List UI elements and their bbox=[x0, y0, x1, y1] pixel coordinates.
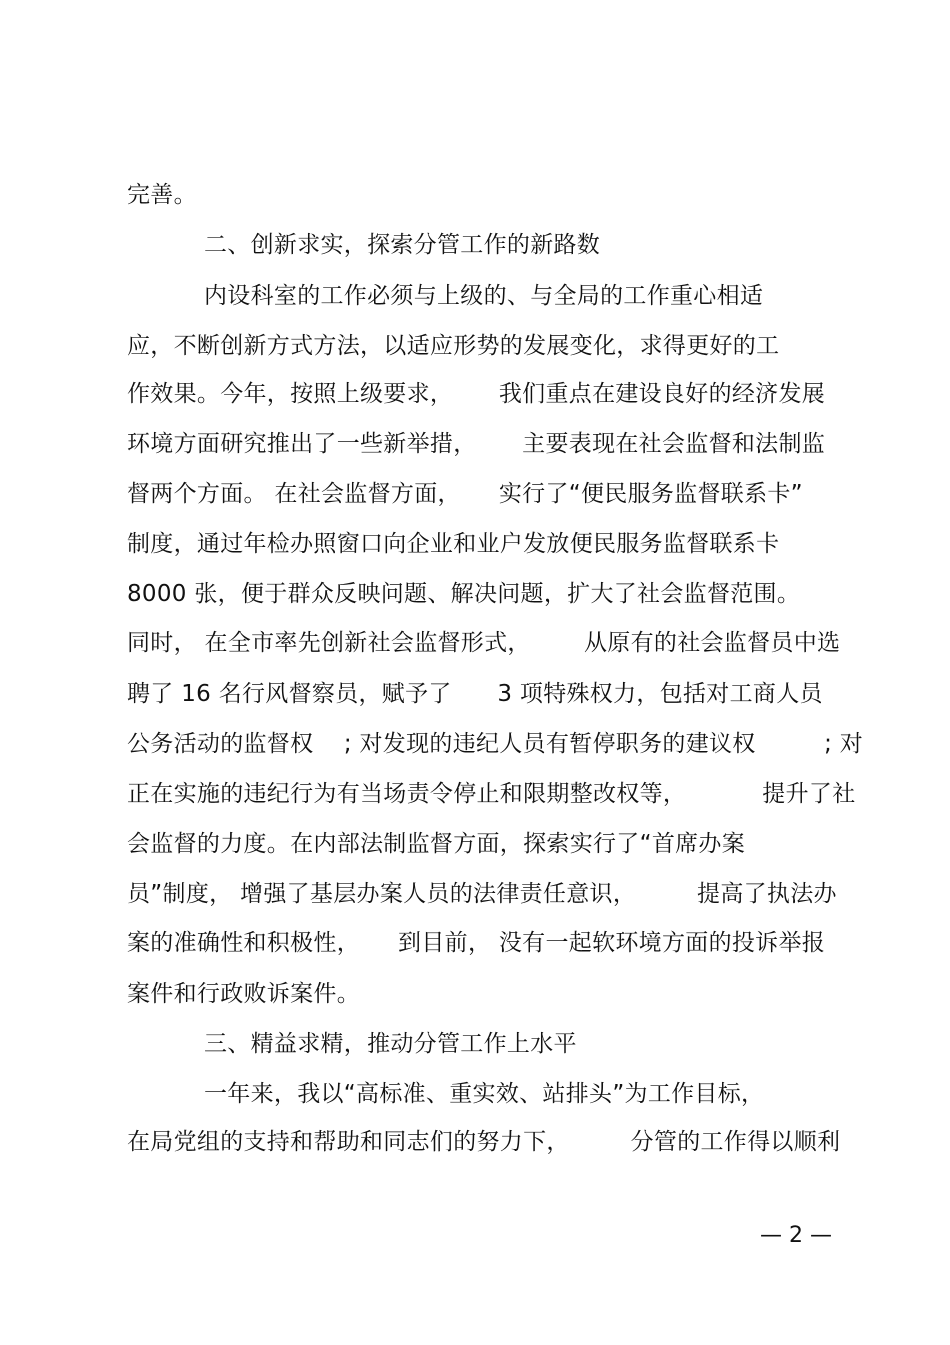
section-heading: 二、创新求实，探索分管工作的新路数 bbox=[204, 232, 601, 258]
text-line: 案件和行政败诉案件。 bbox=[127, 981, 360, 1007]
text-line: 聘了 16 名行风督察员，赋予了 3 项特殊权力，包括对工商人员 bbox=[127, 681, 823, 707]
text-line: 制度，通过年检办照窗口向企业和业户发放便民服务监督联系卡 bbox=[127, 531, 780, 557]
text-line: 正在实施的违纪行为有当场责令停止和限期整改权等， 提升了社 bbox=[127, 781, 856, 807]
section-heading: 三、精益求精，推动分管工作上水平 bbox=[204, 1031, 577, 1057]
text-line: 在局党组的支持和帮助和同志们的努力下， 分管的工作得以顺利 bbox=[127, 1129, 841, 1155]
text-line: 完善。 bbox=[127, 182, 197, 208]
text-line: 环境方面研究推出了一些新举措， 主要表现在社会监督和法制监 bbox=[127, 431, 826, 457]
text-line: 公务活动的监督权 ; 对发现的违纪人员有暂停职务的建议权 ; 对 bbox=[127, 731, 864, 757]
page-number: — 2 — bbox=[760, 1223, 832, 1248]
text-line: 员”制度， 增强了基层办案人员的法律责任意识， 提高了执法办 bbox=[127, 881, 837, 907]
text-line: 会监督的力度。在内部法制监督方面，探索实行了“首席办案 bbox=[127, 831, 746, 857]
text-line: 内设科室的工作必须与上级的、与全局的工作重心相适 bbox=[204, 283, 764, 309]
text-line: 案的准确性和积极性， 到目前， 没有一起软环境方面的投诉举报 bbox=[127, 930, 826, 956]
text-line: 同时， 在全市率先创新社会监督形式， 从原有的社会监督员中选 bbox=[127, 630, 841, 656]
text-line: 应，不断创新方式方法，以适应形势的发展变化，求得更好的工 bbox=[127, 333, 780, 359]
text-line: 一年来，我以“高标准、重实效、站排头”为工作目标， bbox=[204, 1081, 765, 1107]
text-line: 督两个方面。 在社会监督方面， 实行了“便民服务监督联系卡” bbox=[127, 481, 803, 507]
text-line: 作效果。今年，按照上级要求， 我们重点在建设良好的经济发展 bbox=[127, 381, 826, 407]
text-line: 8000 张，便于群众反映问题、解决问题，扩大了社会监督范围。 bbox=[127, 581, 801, 607]
